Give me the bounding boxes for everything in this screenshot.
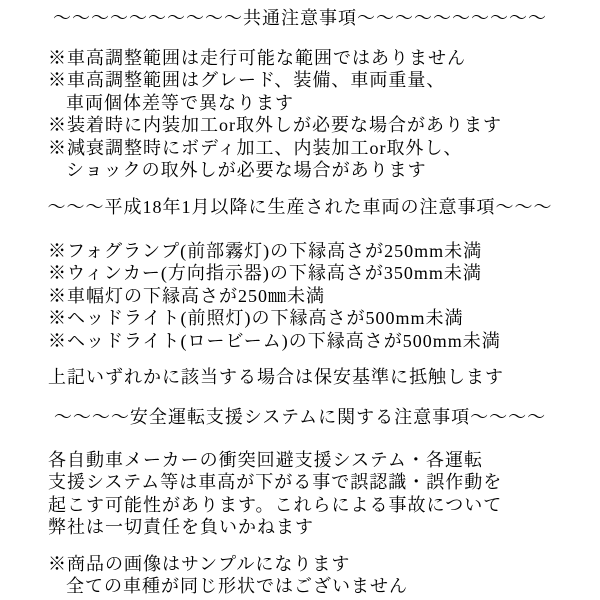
heisei18-notes-paragraph bbox=[48, 240, 501, 352]
notice-line: ※車高調整範囲は走行可能な範囲ではありません bbox=[48, 48, 466, 68]
notice-line-continuation: ショックの取外しが必要な場合があります bbox=[66, 160, 427, 181]
notice-line: ※車高調整範囲はグレード、装備、車両重量、 bbox=[48, 70, 446, 91]
notice-line: 支援システム等は車高が下がる事で誤認識・誤作動を bbox=[48, 472, 503, 493]
notice-line: 起こす可能性があります。これらによる事故について bbox=[48, 494, 503, 515]
notice-line: 上記いずれかに該当する場合は保安基準に抵触します bbox=[48, 367, 504, 387]
safety-standard-statement bbox=[48, 366, 504, 388]
notice-line-continuation: 全ての車種が同じ形状ではございません bbox=[66, 576, 408, 597]
notice-line: ※車幅灯の下縁高さが250㎜未満 bbox=[48, 285, 325, 306]
notice-line-continuation: 車両個体差等で異なります bbox=[66, 92, 294, 113]
section-header-common-notes: ～～～～～～～～～～共通注意事項～～～～～～～～～～ bbox=[53, 8, 547, 28]
notice-line: ※装着時に内装加工or取外しが必要な場合があります bbox=[48, 115, 502, 136]
notice-line: ※ヘッドライト(前照灯)の下縁高さが500mm未満 bbox=[48, 308, 464, 329]
notice-line: ※商品の画像はサンプルになります bbox=[48, 554, 351, 574]
driver-assist-notes-paragraph bbox=[48, 449, 502, 539]
section-header-heisei18-vehicles: ～～～平成18年1月以降に生産された車両の注意事項～～～ bbox=[47, 197, 553, 217]
notice-line: ※ウィンカー(方向指示器)の下縁高さが350mm未満 bbox=[48, 263, 482, 284]
common-notes-paragraph bbox=[48, 47, 502, 181]
sample-image-notes-paragraph bbox=[48, 553, 408, 598]
notice-line: 弊社は一切責任を負いかねます bbox=[48, 517, 314, 538]
notice-line: ※減衰調整時にボディ加工、内装加工or取外し、 bbox=[48, 137, 463, 158]
notice-line: ※フォグランプ(前部霧灯)の下縁高さが250mm未満 bbox=[48, 241, 483, 261]
notice-line: 各自動車メーカーの衝突回避支援システム・各運転 bbox=[48, 450, 483, 470]
notice-line: ※ヘッドライト(ロービーム)の下縁高さが500mm未満 bbox=[48, 330, 501, 351]
section-header-driver-assist-systems: ～～～～安全運転支援システムに関する注意事項～～～～ bbox=[53, 407, 547, 427]
